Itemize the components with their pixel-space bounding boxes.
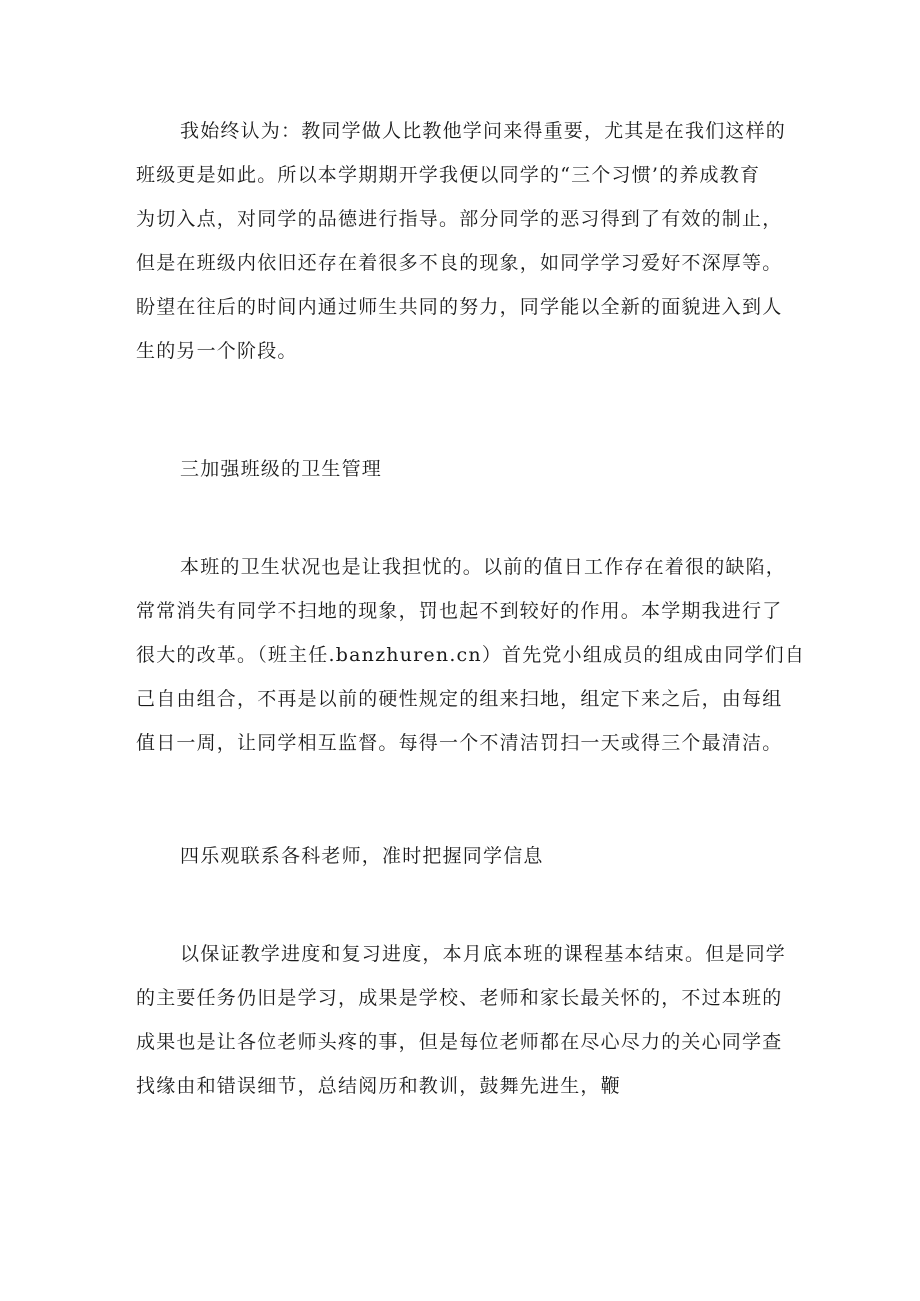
paragraph-line: 生的另一个阶段。 (136, 340, 298, 362)
paragraph-line: 值日一周，让同学相互监督。每得一个不清洁罚扫一天或得三个最清洁。 (136, 732, 783, 754)
paragraph-3 (136, 932, 786, 1108)
paragraph-line: 己自由组合，不再是以前的硬性规定的组来扫地，组定下来之后，由每组 (136, 688, 783, 710)
paragraph-line: 盼望在往后的时间内通过师生共同的努力，同学能以全新的面貌进入到人 (136, 296, 783, 318)
paragraph-line: 但是在班级内依旧还存在着很多不良的现象，如同学学习爱好不深厚等。 (136, 252, 783, 274)
paragraph-line: 成果也是让各位老师头疼的事，但是每位老师都在尽心尽力的关心同学查 (136, 1031, 783, 1053)
paragraph-2 (136, 545, 806, 765)
paragraph-line: 很大的改革。（班主任.banzhuren.cn）首先党小组成员的组成由同学们自 (136, 644, 806, 666)
section-heading: 四乐观联系各科老师，准时把握同学信息 (180, 845, 544, 867)
paragraph-line: 找缘由和错误细节，总结阅历和教训，鼓舞先进生，鞭 (136, 1075, 621, 1097)
paragraph-line: 为切入点，对同学的品德进行指导。部分同学的恶习得到了有效的制止， (136, 208, 783, 230)
paragraph-line: 常常消失有同学不扫地的现象，罚也起不到较好的作用。本学期我进行了 (136, 600, 783, 622)
paragraph-line: 以保证教学进度和复习进度，本月底本班的课程基本结束。但是同学 (180, 943, 787, 965)
section-heading: 三加强班级的卫生管理 (180, 458, 383, 480)
paragraph-line: 本班的卫生状况也是让我担忧的。以前的值日工作存在着很的缺陷， (180, 556, 787, 578)
paragraph-line: 的主要任务仍旧是学习，成果是学校、老师和家长最关怀的，不过本班的 (136, 987, 783, 1009)
paragraph-1 (136, 109, 786, 373)
paragraph-line: 我始终认为：教同学做人比教他学问来得重要，尤其是在我们这样的 (180, 120, 787, 142)
paragraph-line: 班级更是如此。所以本学期期开学我便以同学的“三个习惯’的养成教育 (136, 164, 761, 186)
